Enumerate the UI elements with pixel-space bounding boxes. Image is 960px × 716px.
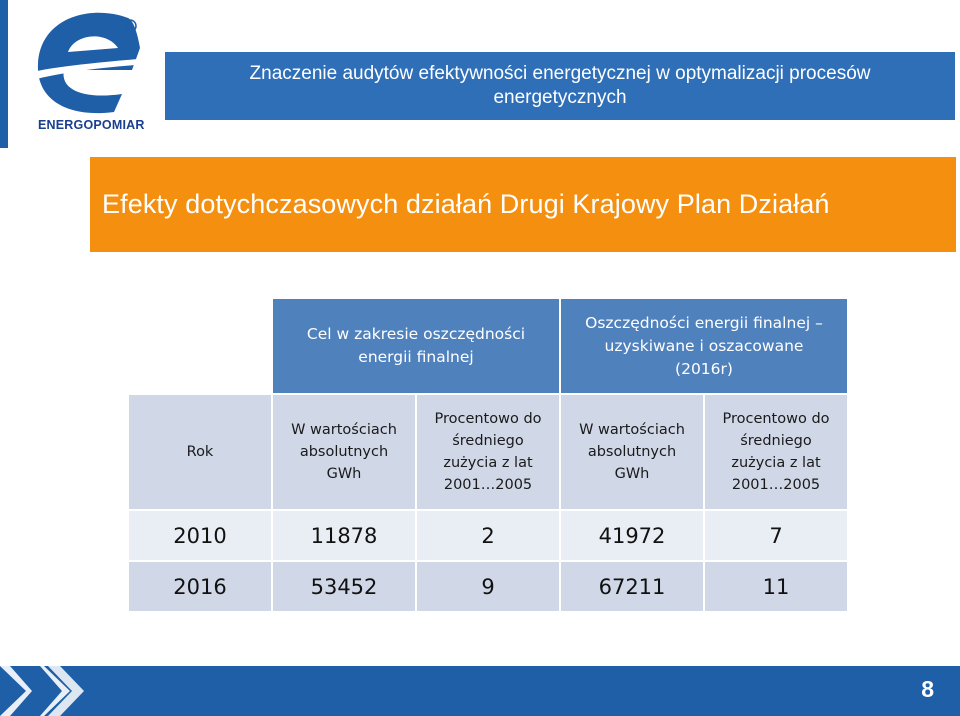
column-header-achieved-absolute [561,395,703,509]
column-header-target-percent [417,395,559,509]
slide-heading: Efekty dotychczasowych działań Drugi Krajowy Plan Działań [102,189,830,219]
header-achieved-label: Oszczędności energii finalnej – uzyskiwane i oszacowane (2016r) [585,313,823,378]
header-target-label: Cel w zakresie oszczędności energii finalnej [306,325,526,366]
table-cell: 7 [705,511,847,560]
column-header-achieved-percent [705,395,847,509]
column-header-year-label: Rok [186,444,214,460]
footer-bar [0,666,960,716]
table-cell: 2 [417,511,559,560]
page-number: 8 [921,676,934,702]
presentation-title-box [165,52,955,120]
table-cell: 2010 [129,511,271,560]
table-cell: 53452 [273,562,415,611]
logo-text: ENERGOPOMIAR [38,118,145,132]
energopomiar-logo-icon [10,8,150,136]
header-target-savings [273,299,559,393]
logo-side-bar [0,0,8,148]
column-header-target-absolute [273,395,415,509]
column-header-year [129,395,271,509]
table-cell: 67211 [561,562,703,611]
table-cell: 11 [705,562,847,611]
svg-text:R: R [127,22,133,31]
column-header-target-percent-label: Procentowo do średniego zużycia z lat 2001…2005 [434,411,542,493]
column-header-target-absolute-label: W wartościach absolutnych GWh [291,422,397,482]
presentation-title: Znaczenie audytów efektywności energetycznej w optymalizacji procesów energetycznych [249,63,871,108]
column-header-achieved-percent-label: Procentowo do średniego zużycia z lat 2001…2005 [722,411,830,493]
table-cell: 11878 [273,511,415,560]
chevron-decoration-icon [0,666,90,716]
table-cell: 41972 [561,511,703,560]
table-cell: 9 [417,562,559,611]
header-achieved-savings [561,299,847,393]
column-header-achieved-absolute-label: W wartościach absolutnych GWh [579,422,685,482]
table-cell: 2016 [129,562,271,611]
slide-banner [90,157,956,252]
